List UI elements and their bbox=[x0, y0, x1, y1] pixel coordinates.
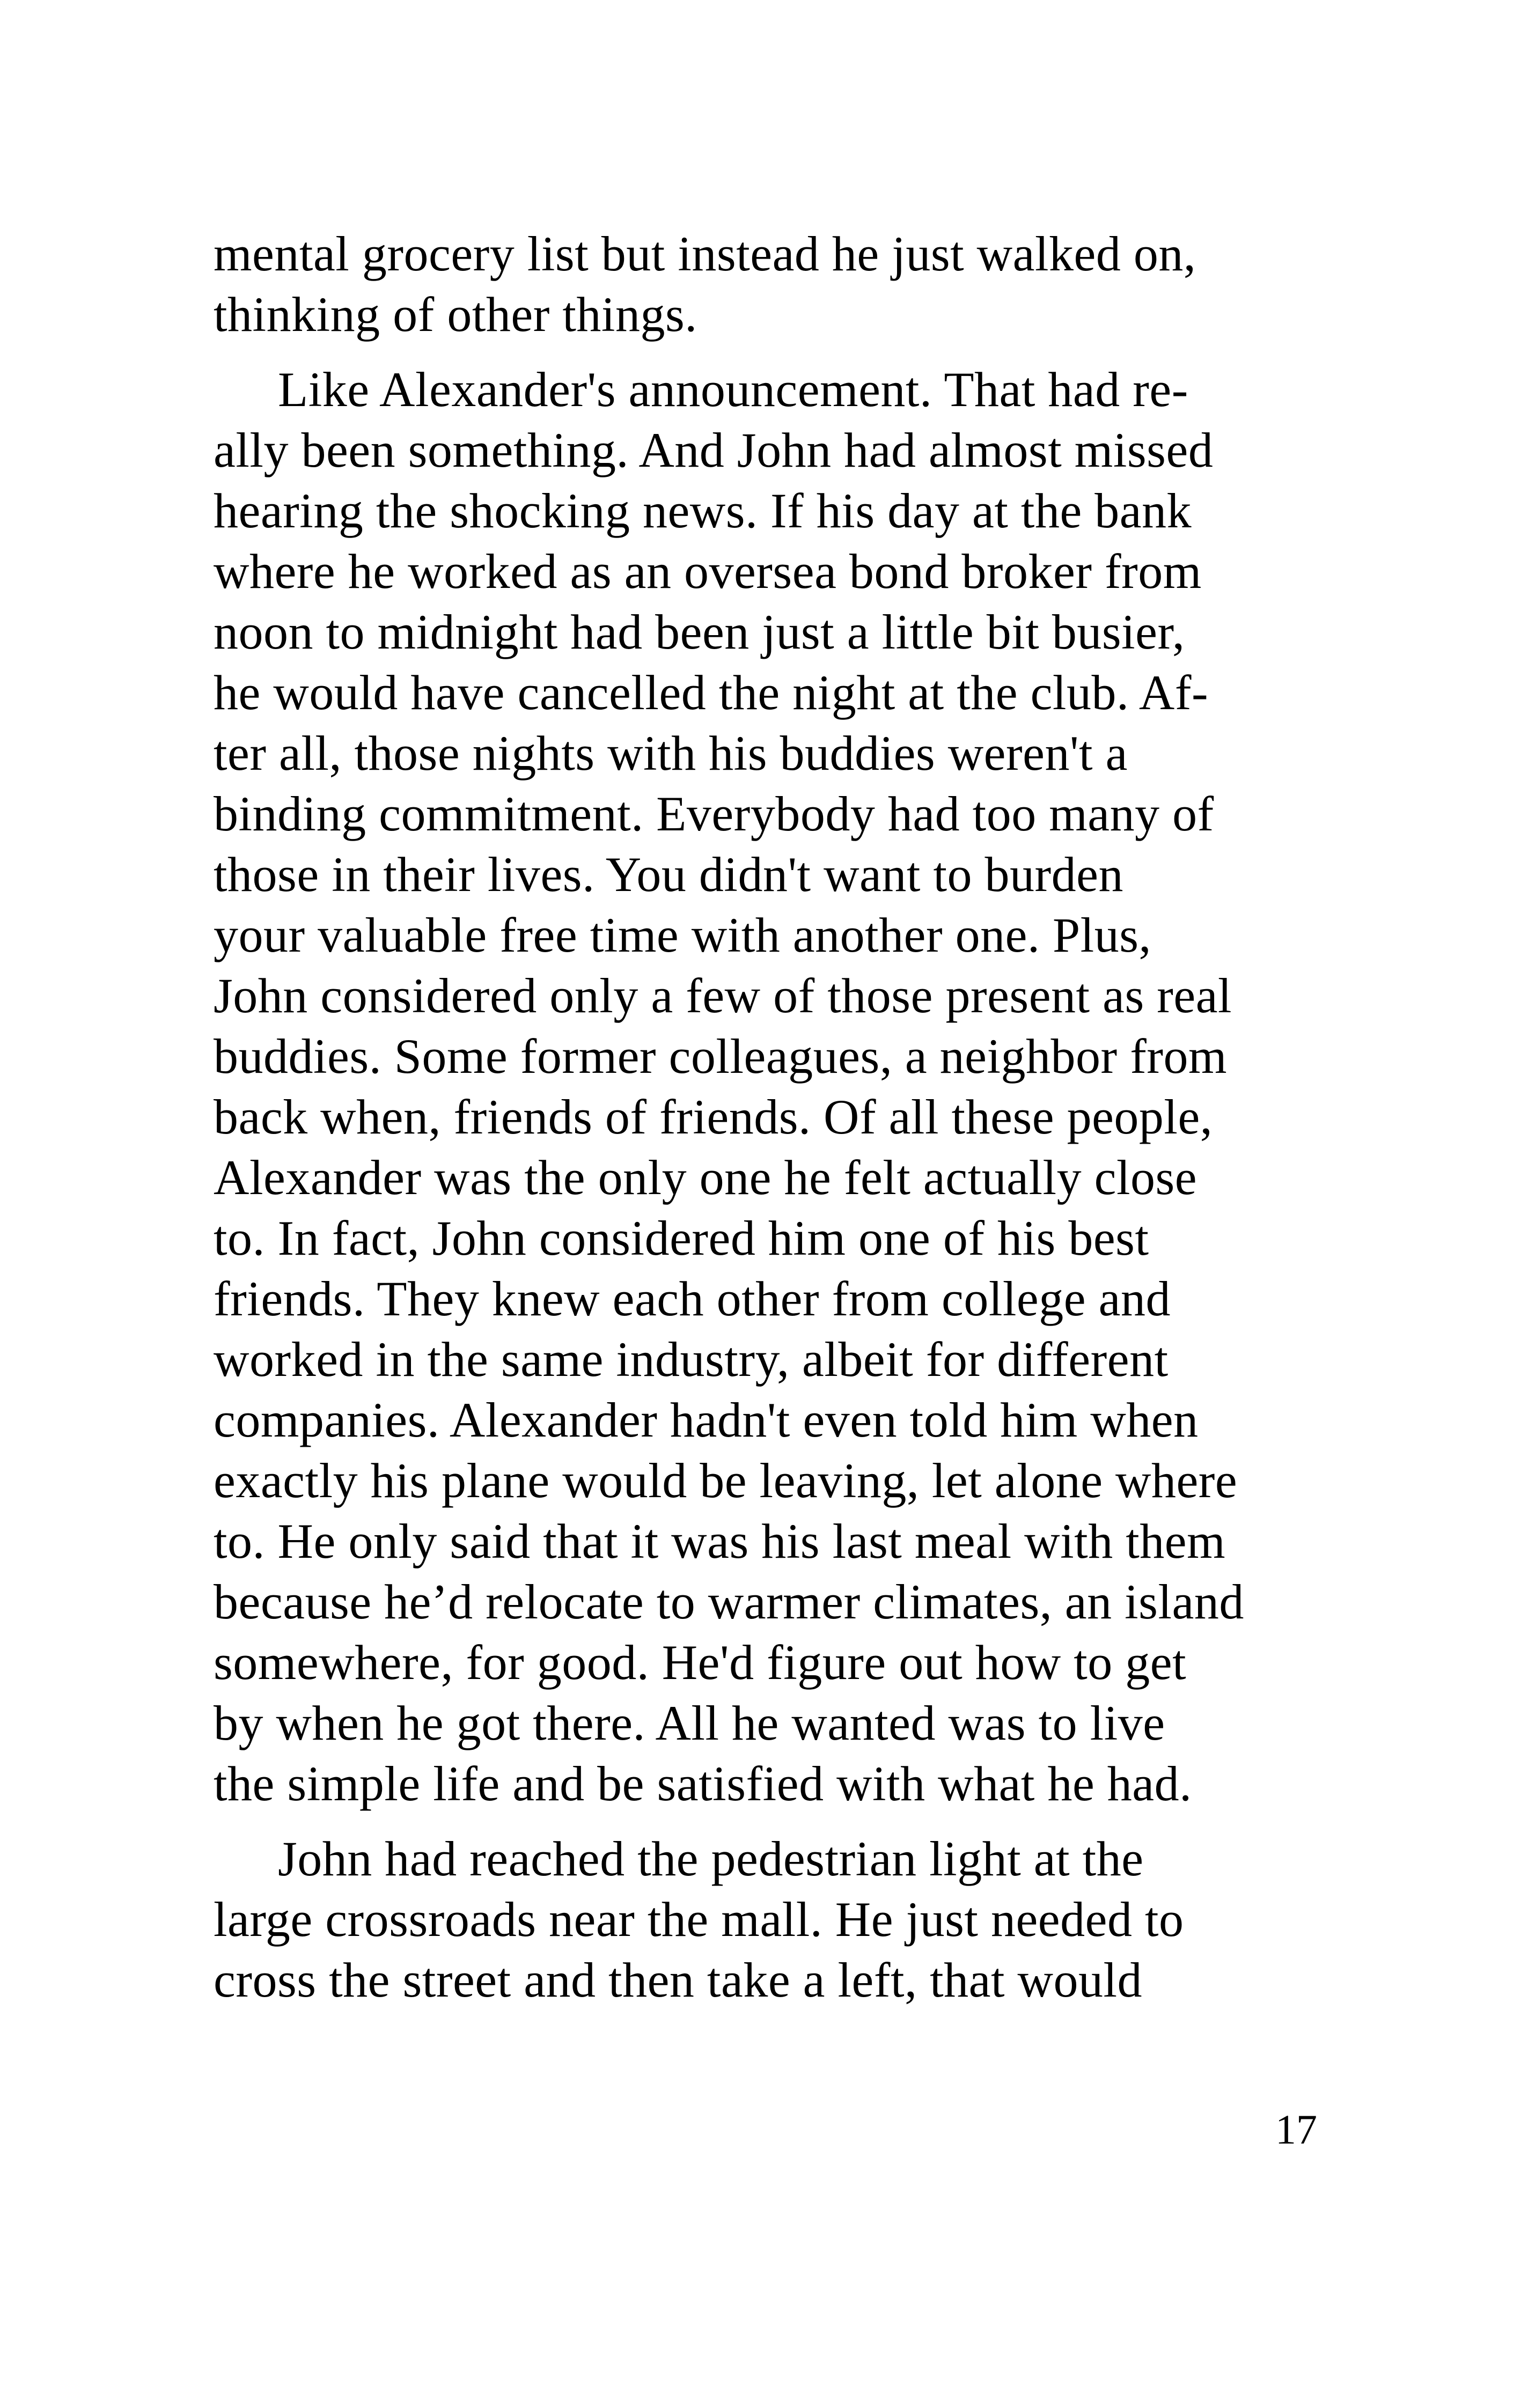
text-line: John had reached the pedestrian light at the bbox=[278, 1831, 1144, 1886]
text-line: your valuable free time with another one. Plus, bbox=[214, 908, 1152, 962]
text-line: the simple life and be satisfied with what he had. bbox=[214, 1756, 1192, 1811]
text-line: ter all, those nights with his buddies weren't a bbox=[214, 726, 1128, 780]
text-line: large crossroads near the mall. He just needed to bbox=[214, 1892, 1184, 1947]
text-line: friends. They knew each other from college and bbox=[214, 1271, 1171, 1326]
text-line: he would have cancelled the night at the club. Af- bbox=[214, 665, 1209, 720]
text-line: Alexander was the only one he felt actually close bbox=[214, 1150, 1197, 1205]
text-line: ally been something. And John had almost missed bbox=[214, 423, 1214, 477]
text-line: to. In fact, John considered him one of his best bbox=[214, 1211, 1149, 1265]
text-line: John considered only a few of those present as real bbox=[214, 968, 1232, 1023]
text-line: noon to midnight had been just a little bit busier, bbox=[214, 605, 1185, 659]
text-line: somewhere, for good. He'd figure out how to get bbox=[214, 1635, 1187, 1690]
text-line: Like Alexander's announcement. That had re- bbox=[278, 362, 1188, 417]
page-number: 17 bbox=[1275, 2106, 1317, 2153]
text-line: exactly his plane would be leaving, let alone where bbox=[214, 1453, 1238, 1508]
text-line: thinking of other things. bbox=[214, 287, 697, 342]
text-line: where he worked as an oversea bond broker from bbox=[214, 544, 1202, 599]
text-line: because he’d relocate to warmer climates, an island bbox=[214, 1574, 1244, 1629]
text-line: companies. Alexander hadn't even told him when bbox=[214, 1393, 1199, 1447]
text-line: worked in the same industry, albeit for different bbox=[214, 1332, 1169, 1387]
text-line: cross the street and then take a left, that would bbox=[214, 1953, 1143, 2007]
text-line: mental grocery list but instead he just walked on, bbox=[214, 226, 1196, 281]
text-line: those in their lives. You didn't want to burden bbox=[214, 847, 1123, 902]
text-line: binding commitment. Everybody had too many of bbox=[214, 786, 1214, 841]
text-line: back when, friends of friends. Of all these people, bbox=[214, 1089, 1213, 1144]
text-line: to. He only said that it was his last meal with them bbox=[214, 1514, 1226, 1568]
text-line: by when he got there. All he wanted was to live bbox=[214, 1696, 1165, 1750]
text-line: hearing the shocking news. If his day at the bank bbox=[214, 483, 1192, 538]
text-line: buddies. Some former colleagues, a neighbor from bbox=[214, 1029, 1228, 1084]
